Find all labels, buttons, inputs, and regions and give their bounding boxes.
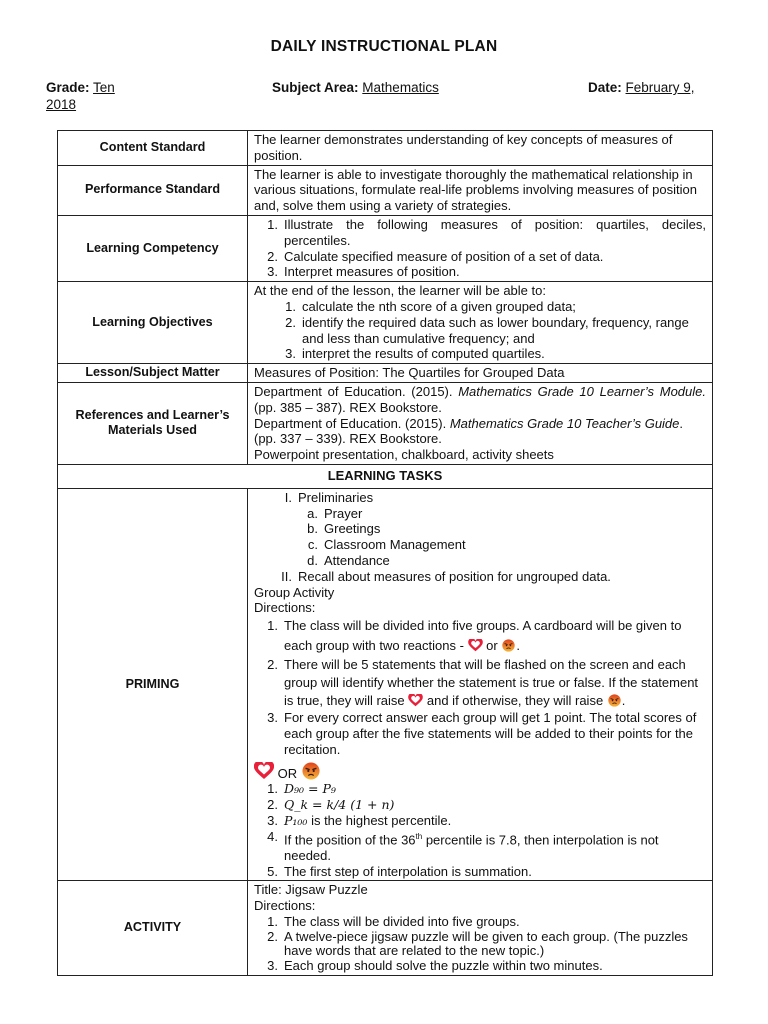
objectives-intro: At the end of the lesson, the learner will be able to: xyxy=(254,283,546,299)
list-item: 1. The class will be divided into five groups. A cardboard will be given to each group with two reactions - or . xyxy=(267,618,682,654)
references-label: References and Learner’s Materials Used xyxy=(58,382,248,464)
priming-label: PRIMING xyxy=(58,488,248,881)
date-year: 2018 xyxy=(46,97,77,112)
angry-face-icon xyxy=(607,694,622,707)
performance-standard-label: Performance Standard xyxy=(58,165,248,215)
learning-objectives-content xyxy=(248,282,713,364)
list-item: 1. Illustrate the following measures of position: quartiles, deciles, percentiles. xyxy=(267,216,706,248)
heart-icon xyxy=(254,762,274,780)
list-item: 1. calculate the nth score of a given grouped data; xyxy=(285,298,576,314)
list-item: 2. Calculate specified measure of position of a set of data. xyxy=(267,248,604,264)
row-learning-objectives xyxy=(58,282,713,364)
row-activity xyxy=(58,881,713,975)
reference-3: Powerpoint presentation, chalkboard, activity sheets xyxy=(254,447,554,463)
list-item: 2. identify the required data such as lower boundary, frequency, range and less than cumulative frequency; and xyxy=(285,314,689,346)
angry-face-icon xyxy=(501,639,516,652)
list-item: 3. For every correct answer each group will get 1 point. The total scores of each group after the five statements will be added to their points for the recitation. xyxy=(267,710,697,757)
or-text: OR xyxy=(277,765,298,781)
activity-title: Title: Jigsaw Puzzle xyxy=(254,882,368,898)
list-item: I. Preliminaries xyxy=(284,489,374,505)
date-label: Date: xyxy=(588,80,622,95)
lesson-text: Measures of Position: The Quartiles for Grouped Data xyxy=(248,364,713,383)
list-item: 3. Each group should solve the puzzle within two minutes. xyxy=(267,957,603,973)
list-item: 1. The class will be divided into five groups. xyxy=(267,914,520,929)
row-performance-standard xyxy=(58,165,713,215)
performance-standard-text: The learner is able to investigate thoroughly the mathematical relationship in various situations, formulate real-life problems involving measures of position and, solve them using a variety of strategies. xyxy=(248,165,713,215)
lesson-label: Lesson/Subject Matter xyxy=(58,364,248,383)
directions-heading: Directions: xyxy=(254,600,316,616)
row-learning-tasks xyxy=(58,464,713,488)
list-item: b. Greetings xyxy=(307,521,381,537)
learning-competency-label: Learning Competency xyxy=(58,215,248,281)
list-item: II. Recall about measures of position for ungrouped data. xyxy=(281,568,611,584)
content-standard-label: Content Standard xyxy=(58,131,248,166)
heart-icon xyxy=(408,694,423,707)
document-title: DAILY INSTRUCTIONAL PLAN xyxy=(270,38,498,55)
row-references xyxy=(58,382,713,464)
list-item: 2. There will be 5 statements that will be flashed on the screen and each group will identify whether the statement is true or false. If the statement is true, they will raise and if otherwise, they will raise . xyxy=(267,657,699,709)
date-value: February 9, xyxy=(625,80,695,95)
heart-icon xyxy=(468,639,483,652)
priming-content xyxy=(248,488,713,881)
learning-tasks-heading: LEARNING TASKS xyxy=(58,464,713,488)
list-item: a. Prayer xyxy=(307,505,363,521)
grade-label: Grade: xyxy=(46,80,90,95)
row-lesson xyxy=(58,364,713,383)
learning-competency-list xyxy=(248,215,713,281)
statement-2: 2. Q_k = k/4 (1 + n) xyxy=(267,797,395,813)
row-content-standard xyxy=(58,131,713,166)
subject-value: Mathematics xyxy=(362,80,439,95)
row-priming xyxy=(58,488,713,881)
activity-content xyxy=(248,881,713,975)
subject-label: Subject Area: xyxy=(272,80,359,95)
statement-4: 4. If the position of the 36th percentile is 7.8, then interpolation is not needed. xyxy=(267,828,659,863)
angry-face-icon xyxy=(301,762,321,780)
statement-1: 1. D₉₀ = P₉ xyxy=(267,781,336,797)
activity-directions: Directions: xyxy=(254,898,316,914)
list-item: c. Classroom Management xyxy=(307,537,466,553)
learning-objectives-label: Learning Objectives xyxy=(58,282,248,364)
plan-table xyxy=(57,130,713,976)
reaction-legend xyxy=(254,762,706,782)
reference-2: Department of Education. (2015). Mathematics Grade 10 Teacher’s Guide. (pp. 337 – 339). REX Bookstore. xyxy=(254,415,684,447)
list-item: d. Attendance xyxy=(307,552,390,568)
activity-label: ACTIVITY xyxy=(58,881,248,975)
group-activity-heading: Group Activity xyxy=(254,584,335,600)
row-learning-competency xyxy=(58,215,713,281)
list-item: 3. interpret the results of computed quartiles. xyxy=(285,346,545,362)
list-item: 2. A twelve-piece jigsaw puzzle will be given to each group. (The puzzles have words that are related to the new topic.) xyxy=(267,928,688,958)
content-standard-text: The learner demonstrates understanding of key concepts of measures of position. xyxy=(248,131,713,166)
reference-1: Department of Education. (2015). Mathematics Grade 10 Learner’s Module. (pp. 385 – 387). REX Bookstore. xyxy=(254,383,706,415)
statement-3: 3. P₁₀₀ is the highest percentile. xyxy=(267,812,452,828)
grade-value: Ten xyxy=(93,80,115,95)
references-content xyxy=(248,382,713,464)
statement-5: 5. The first step of interpolation is summation. xyxy=(267,863,532,879)
list-item: 3. Interpret measures of position. xyxy=(267,264,460,280)
